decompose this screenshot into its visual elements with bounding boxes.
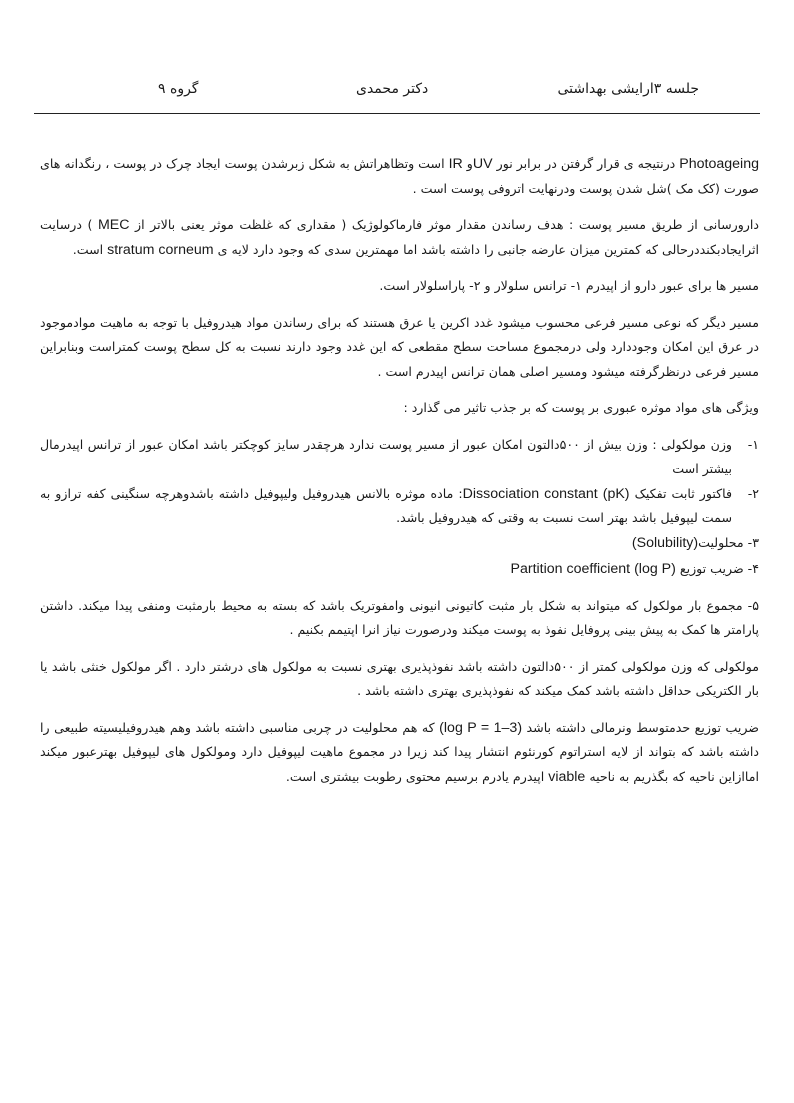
document-body [40,152,759,801]
latin-term: Dissociation constant (pK) [462,485,630,502]
latin-term: IR [448,156,463,172]
latin-term: Photoageing [679,156,759,172]
latin-term: MEC [97,217,130,233]
list-item-solubility [40,531,759,556]
paragraph-properties-heading: ویژگی های مواد موثره عبوری بر پوست که بر جذب تاثیر می گذارد : [403,400,759,415]
paragraph-text: که هم محلولیت در چربی مناسبی داشته باشد وهم هیدروفیلیسیته طبیعی را داشته باشد که بتواند از لایه استراتوم کورنئوم انتشار پیدا کند زیرا در مجموع ماهیت لیپوفیل دارد ومولکول های لیپوفیل بهترعبور میکند امااز‌این ناحیه که بگذریم به ناحیه [40,719,759,784]
list-item-text: ۳- محلولیت [698,534,759,550]
paragraph-text: است وتظاهراتش به شکل زبرشدن پوست ایجاد چرک در پوست ، رنگدانه های صورت (کک مک )شل شدن پوست ودرنهایت اتروفی پوست است . [40,156,759,196]
list-item-text: : ماده موثره بالانس هیدروفیل ولیپوفیل داشته باشدوهرچه سنگینی کفه ترازو به سمت لیپوفیل باشد بهتر است نسبت به وقتی که هیدروفیل باشد. [40,485,732,525]
paragraph-molecular-charge: ۵- مجموع بار مولکول که میتواند به شکل بار مثبت کاتیونی انیونی وامفوتریک باشد که بسته به محیط بارمثبت ومنفی پیدا میکند. داشتن پارامتر ها کمک به پیش بینی پروفایل نفوذ به پوست میکند ودرصورت نیاز انرا اپتیمم بکنیم . [40,597,759,637]
latin-term: Partition coefficient (log P) [510,561,676,577]
latin-term: UV [472,156,493,172]
paragraph-molecular-weight-summary: مولکولی که وزن مولکولی کمتر از ۵۰۰دالتون داشته باشد نفوذپذیری بهتری نسبت به مولکول های درشتر دارد . اگر مولکول خنثی باشد یا بار الکتریکی حداقل داشته باشد کمک میکند که نفوذپذیری بهتری داشته باشد . [40,658,759,698]
paragraph-sweat-glands: مسیر دیگر که نوعی مسیر فرعی محسوب میشود غدد اکرین یا عرق هستند که برای رساندن مواد هیدروفیل با توجه به ماهیت موادموجود در عرق این امکان وجوددارد ولی درمجموع مساحت سطح مقطعی که این غدد وجود دارند نسبت به کل سطح پوست کمتراست وبنابراین مسیر فرعی درنظرگرفته میشود ومسیر اصلی همان ترانس اپیدرم است . [40,314,759,379]
list-item-text: فاکتور ثابت تفکیک [629,485,733,501]
list-item-partition [40,557,759,582]
paragraph-drug-delivery [40,213,759,262]
paragraph-text: و [462,156,473,171]
paragraph-routes: مسیر ها برای عبور دارو از اپیدرم ۱- ترانس سلولار و ۲- پاراسلولار است. [379,278,759,293]
header-divider [34,113,760,114]
list-item-molecular-weight [40,433,759,482]
latin-term: viable [548,768,586,785]
header-session-title: جلسه ۳ارایشی بهداشتی [557,81,699,97]
header-group: گروه ۹ [158,81,199,97]
paragraph-text: اپیدرم یادرم برسیم محتوی رطوبت بیشتری است. [285,768,549,784]
list-item-text: ۴- ضریب توزیع [675,561,759,576]
paragraph-text: ) درسایت اثرایجادبکنددرحالی که کمترین میزان عارضه جانبی را داشته باشد اما مهمترین سدی که وجود دارد لایه ی [40,217,759,257]
header-doctor-name: دکتر محمدی [356,81,429,97]
list-item-number: ۱- [747,436,759,452]
paragraph-text: ضریب توزیع حدمتوسط ونرمالی داشته باشد [522,719,759,735]
list-item-text: وزن مولکولی : وزن بیش از ۵۰۰دالتون امکان عبور از مسیر پوست ندارد هرچقدر سایز کوچکتر باشد امکان عبور از ترانس اپیدرمال بیشتر است [40,436,732,476]
list-item-number: ۲- [747,485,759,501]
paragraph-photoageing [40,152,759,201]
paragraph-text: است. [72,241,108,257]
latin-term: stratum corneum [107,241,214,258]
list-item-dissociation [40,482,759,531]
latin-term: (log P = 1–3) [439,719,523,736]
paragraph-partition-summary [40,716,759,790]
latin-term: (Solubility) [631,534,699,551]
paragraph-text: درنتیجه ی قرار گرفتن در برابر نور [492,156,680,171]
paragraph-text: دارورسانی از طریق مسیر پوست : هدف رساندن مقدار موثر فارماکولوژیک ( مقداری که غلظت موثر یعنی بالاتر از [129,217,759,232]
